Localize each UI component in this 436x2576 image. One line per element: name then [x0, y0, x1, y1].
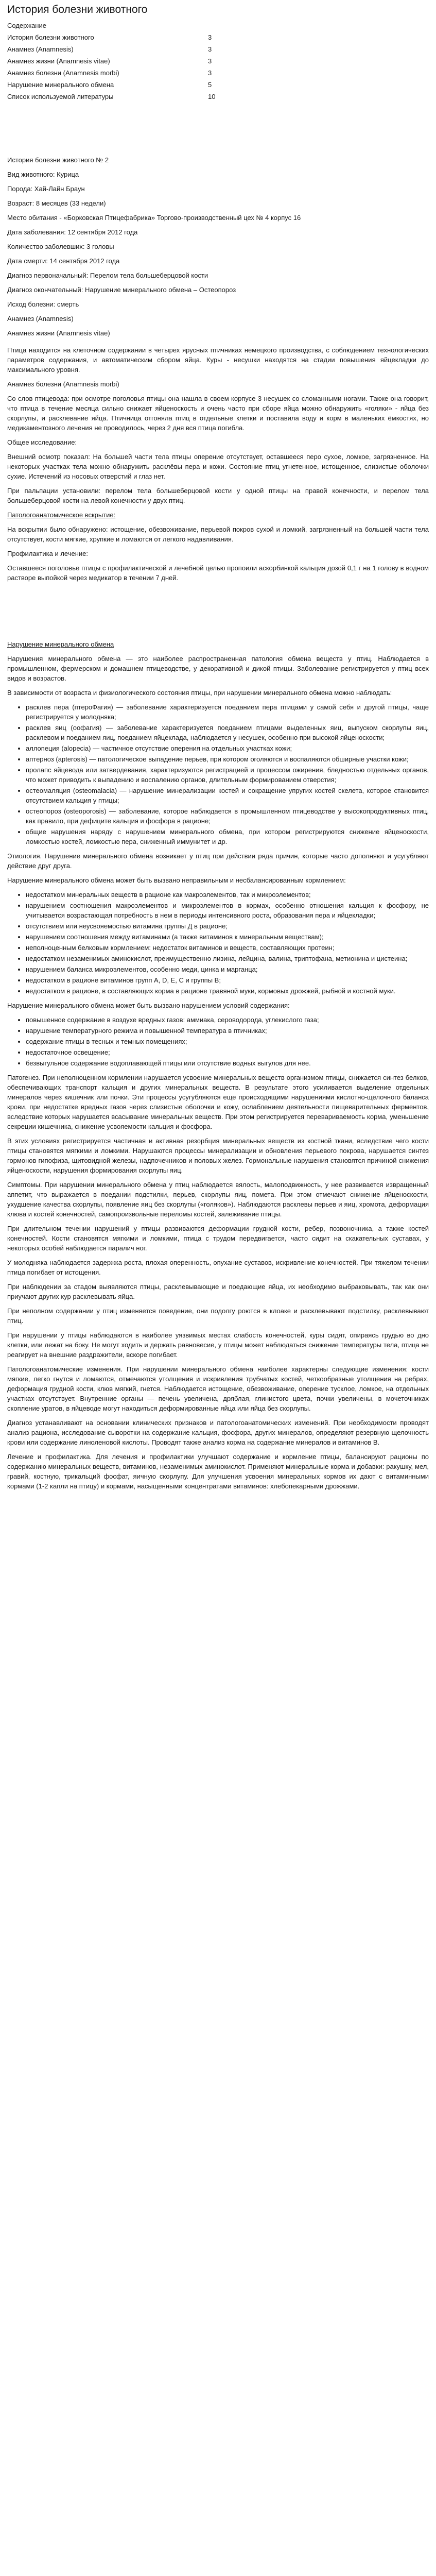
toc-entry-label[interactable]: Анамнез (Anamnesis) [7, 45, 74, 53]
list-item: • содержание птицы в тесных и темных помещениях; [26, 1037, 429, 1046]
list-item: • аптерноз (apterosis) — патологическое выпадение перьев, при котором оголяются и воспаляются обширные участки кожи; [26, 754, 429, 764]
toc-row[interactable] [7, 79, 295, 91]
paragraph: Нарушения минерального обмена — это наиболее распространенная патология обмена веществ у птиц. Наблюдается в промышленном, фермерском и домашнем птицеводстве, у декоративной и дикой птицы. Заболевание регистрируется у птиц всех видов и возрастов. [7, 655, 429, 682]
toc-row[interactable] [7, 43, 295, 55]
section-heading: Анамнез болезни (Anamnesis morbi) [7, 380, 119, 388]
paragraph: Патогенез. При неполноценном кормлении нарушается усвоение минеральных веществ организмом птицы, снижается синтез белков, обеспечивающих транспорт кальция и других минеральных веществ. В результате этого усиливается выделение отдельных минералов через кишечник или почки. Эти процессы усугубляются еще происходящими нарушениями кислотно-щелочного баланса крови, при недостатке вредных газов через слизистые оболочки и кожу, ослаблением деятельности пищеварительных ферментов, вследствие которых нарушается всасывание минеральных веществ. При этом регистрируется перевариваемость корма, уменьшение секреции кишечника, снижение усвояемости кальция и фосфора. [7, 1074, 429, 1130]
paragraph: Оставшееся поголовье птицы с профилактической и лечебной целью пропоили аскорбинкой кальция дозой 0,1 г на 1 голову в водном растворе выпойкой через медикатор в течении 7 дней. [7, 564, 429, 582]
record-initial-diagnosis: Диагноз первоначальный: Перелом тела большеберцовой кости [7, 272, 208, 279]
paragraph: При неполном содержании у птиц изменяется поведение, они подолгу роются в клоаке и расклевывают подстилку, расклевывают птиц. [7, 1307, 429, 1325]
section-heading: Общее исследование: [7, 438, 77, 446]
paragraph: Диагноз устанавливают на основании клинических признаков и патологоанатомических изменений. При необходимости проводят анализ рациона, исследование сыворотки на содержание кальция, фосфора, других минералов, определяют резервную щелочность крови или содержание линоленовой кислоты. Проводят также анализ корма на содержание минералов и витаминов В. [7, 1419, 429, 1446]
list-item: • недостатком незаменимых аминокислот, преимущественно лизина, лейцина, валина, триптофана, метионина и цистеина; [26, 954, 429, 963]
toc-table [7, 31, 295, 103]
list-item: • нарушением баланса микроэлементов, особенно меди, цинка и марганца; [26, 964, 429, 974]
paragraph: Нарушение минерального обмена может быть вызвано неправильным и несбалансированным кормлением: [7, 876, 346, 884]
list-item: • нарушением соотношения макроэлементов и микроэлементов в кормах, особенно отношения кальция к фосфору, не учитывается возрастающая потребность в нем в периоды интенсивного роста, образования пера и яйцекладки; [26, 901, 429, 920]
toc-heading: Содержание [7, 22, 46, 29]
toc-row[interactable] [7, 91, 295, 103]
toc-row[interactable] [7, 67, 295, 79]
record-age: Возраст: 8 месяцев (33 недели) [7, 199, 106, 207]
document-title: История болезни животного [7, 4, 148, 15]
toc-entry-page: 3 [208, 33, 212, 41]
toc-entry-label[interactable]: Анамнез болезни (Anamnesis morbi) [7, 69, 119, 77]
paragraph: Нарушение минерального обмена может быть вызвано нарушением условий содержания: [7, 1002, 290, 1009]
paragraph: Патологоанатомические изменения. При нарушении минерального обмена наиболее характерны следующие изменения: кости мягкие, легко гнутся и ломаются, отмечаются утолщения и искривления трубчатых костей, четкообразные утолщения на ребрах, деформация грудной кости, клюв мягкий, гнется. Наблюдается истощение, обезвоживание, оперение тусклое, ломкое, на отдельных участках отсутствует. Внутренние органы — печень увеличена, дряблая, глинистого цвета, почки увеличены, в мочеточниках скопление уратов, в яйцеводе могут находиться деформированные яйца или яйца без скорлупы. [7, 1365, 429, 1412]
forms-list [7, 702, 429, 846]
list-item: • повышенное содержание в воздухе вредных газов: аммиака, сероводорода, углекислого газа; [26, 1015, 429, 1025]
list-item: • расклев яиц (оофагия) — заболевание характеризуется поеданием птицами выделенных яиц, выпуском скорлупы яиц, расклевом и поеданием яиц, поеданием яйцеклада, наблюдается у несушек, особенно при высокой яйценоскости; [26, 723, 429, 742]
list-item: • пролапс яйцевода или затвердевания, характеризуются регистрацией и процессом ожирения, бледностью отдельных органов, что может приводить к выпадению и воспалению органов, длительным формированием отверстия; [26, 765, 429, 785]
table-of-contents [7, 21, 429, 103]
list-item: • общие нарушения наряду с нарушением минерального обмена, при котором регистрируются снижение яйценоскости, ломкостью костей, ломкостью пера, сниженный иммунитет и др. [26, 827, 429, 846]
list-item: • аллопеция (alopecia) — частичное отсутствие оперения на отдельных участках кожи; [26, 743, 429, 753]
toc-entry-page: 10 [208, 93, 216, 100]
case-record [7, 155, 429, 338]
paragraph: Этиология. Нарушение минерального обмена возникает у птиц при действии ряда причин, которые часто дополняют и усугубляют действие друг друга. [7, 852, 429, 870]
section-heading-mineral: Нарушение минерального обмена [7, 640, 114, 648]
toc-entry-label[interactable]: Список используемой литературы [7, 93, 114, 100]
list-item: • безвыгульное содержание водоплавающей птицы или отсутствие водных выгулов для нее. [26, 1058, 429, 1068]
mineral-metabolism-section [7, 639, 429, 1491]
paragraph: В зависимости от возраста и физиологического состояния птицы, при нарушении минерального обмена можно наблюдать: [7, 689, 392, 697]
list-item: • остеомаляция (osteomalacia) — нарушение минерализации костей и сокращение упругих костей скелета, которое становится отсутствием кальция у птицы; [26, 786, 429, 805]
section-heading: Патологоанатомическое вскрытие: [7, 511, 116, 519]
paragraph: В этих условиях регистрируется частичная и активная резорбция минеральных веществ из костной ткани, вследствие чего кости птицы становятся мягкими и ломкими. Нарушаются процессы минерализации и обновления перьевого покрова, нарушается синтез гормонов гипофиза, щитовидной железы, надпочечников и половых желез. Гормональные нарушения становятся причиной снижения яйценоскости, нарушения формирования скорлупы яиц. [7, 1137, 429, 1174]
toc-entry-page: 3 [208, 45, 212, 53]
anamnesis-section [7, 345, 429, 583]
record-death-date: Дата смерти: 14 сентября 2012 года [7, 257, 120, 265]
list-item: • нарушение температурного режима и повышенной температура в птичниках; [26, 1026, 429, 1036]
record-origin: Место обитания - «Борковская Птицефабрика» Торгово-производственный цех № 4 корпус 16 [7, 214, 301, 222]
paragraph: Внешний осмотр показал: На большей части тела птицы оперение отсутствует, оставшееся перо сухое, ломкое, загрязненное. На некоторых участках тела можно обнаружить расклёвы пера и кожи. Состояние птиц угнетенное, истощенное, слизистые оболочки сухие. Истечений из носовых отверстий и глаз нет. [7, 453, 429, 480]
toc-entry-label[interactable]: Анамнез жизни (Anamnesis vitae) [7, 57, 110, 65]
record-illness-date: Дата заболевания: 12 сентября 2012 года [7, 228, 138, 236]
list-item: • отсутствием или неусвояемостью витамина группы Д в рационе; [26, 921, 429, 931]
list-item: • недостатком в рационе витаминов групп А, D, E, C и группы B; [26, 975, 429, 985]
section-heading-anamnesis-vitae: Анамнез жизни (Anamnesis vitae) [7, 329, 110, 337]
toc-entry-label[interactable]: Нарушение минерального обмена [7, 81, 114, 89]
paragraph: На вскрытии было обнаружено: истощение, обезвоживание, перьевой покров сухой и ломкий, загрязненный на большей части тела отсутствует, кости мягкие, хрупкие и ломаются от легкого надавливания. [7, 526, 429, 543]
paragraph: Симптомы. При нарушении минерального обмена у птиц наблюдается вялость, малоподвижность, у нее развивается извращенный аппетит, что выражается в поедании подстилки, перьев, скорлупы яиц, пометa. При этом отмечают снижение яйценоскости, ухудшение качества скорлупы, появление яиц без скорлупы («голяков»). Наблюдаются расклевы перьев и яиц, хромота, деформация клюва и костей конечностей, самопроизвольные переломы костей, залеживание птицы. [7, 1181, 429, 1218]
paragraph: У молодняка наблюдается задержка роста, плохая оперенность, опухание суставов, искривление конечностей. При тяжелом течении птица погибает от истощения. [7, 1259, 429, 1276]
paragraph: При нарушении у птицы наблюдаются в наиболее уязвимых местах слабость конечностей, куры сидят, опираясь грудью во дно клетки, или лежат на боку. Не могут ходить и держать равновесие, у птицы может наблюдаться снижение температуры тела, птица не реагирует на внешние раздражители, вскоре погибает. [7, 1331, 429, 1359]
conditions-list [7, 1015, 429, 1068]
toc-entry-page: 5 [208, 81, 212, 89]
page-gap [7, 590, 429, 639]
record-final-diagnosis: Диагноз окончательный: Нарушение минерального обмена – Остеопороз [7, 286, 236, 294]
toc-row[interactable] [7, 55, 295, 67]
paragraph: Птица находится на клеточном содержании в четырех ярусных птичниках немецкого производства, с соблюдением технологических параметров содержания, и автоматическим сбором яйца. Куры - несушки находятся на стадии повышения яйцекладки до максимального уровня. [7, 346, 429, 374]
section-heading-anamnesis: Анамнез (Anamnesis) [7, 315, 74, 323]
toc-entry-label[interactable]: История болезни животного [7, 33, 94, 41]
paragraph: При длительном течении нарушений у птицы развиваются деформации грудной кости, ребер, позвоночника, а также костей конечностей. Кости становятся мягкими и ломкими, птица с трудом передвигается, часто сидит на скакательных суставах, у некоторых особей наблюдается паралич ног. [7, 1225, 429, 1252]
section-heading: Профилактика и лечение: [7, 550, 88, 557]
record-breed: Порода: Хай-Лайн Браун [7, 185, 85, 193]
paragraph: Лечение и профилактика. Для лечения и профилактики улучшают содержание и кормление птицы, балансируют рационы по содержанию минеральных веществ, витаминов, незаменимых аминокислот. Применяют минеральные корма и добавки: ракушку, мел, гравий, костную, трикальций фосфат, яичную скорлупу. Для улучшения усвоения минеральных кормов их дают с витаминными кормами (1-2 капли на птицу) и кормами, насыщенными концентратами витаминов: хлебопекарными дрожжами. [7, 1453, 429, 1490]
toc-entry-page: 3 [208, 69, 212, 77]
record-count: Количество заболевших: 3 головы [7, 243, 114, 250]
page-gap [7, 106, 429, 155]
toc-entry-page: 3 [208, 57, 212, 65]
list-item: • остеопороз (osteoporosis) — заболевание, которое наблюдается в промышленном птицеводстве у высокопродуктивных птиц, как правило, при дефиците кальция и фосфора в рационе; [26, 806, 429, 826]
list-item: • нарушением соотношения между витаминами (а также витаминов к минеральным веществам); [26, 932, 429, 942]
toc-row[interactable] [7, 31, 295, 43]
record-species: Вид животного: Курица [7, 171, 79, 178]
list-item: • расклев пера (птероФагия) — заболевание характеризуется поеданием пера птицами у самой себя и другой птицы, чаще регистрируется у молоднякa; [26, 702, 429, 722]
list-item: • недостатком минеральных веществ в рационе как макроэлементов, так и микроэлементов; [26, 890, 429, 900]
paragraph: При пальпации установили: перелом тела большеберцовой кости у одной птицы на правой конечности, и перелом тела большеберцовой кости на левой конечности у двух птиц. [7, 487, 429, 504]
record-outcome: Исход болезни: смерть [7, 300, 79, 308]
record-header: История болезни животного № 2 [7, 156, 109, 164]
list-item: • недостаточное освещение; [26, 1047, 429, 1057]
paragraph: При наблюдении за стадом выявляются птицы, расклевывающие и поедающие яйца, их необходимо выбраковывать, так как они приучают других кур расклевывать яйца. [7, 1283, 429, 1300]
list-item: • недостатком в рационе, в составляющих корма в рационе травяной муки, кормовых дрожжей, рыбной и костной муки. [26, 986, 429, 996]
list-item: • неполноценным белковым кормлением: недостаток витаминов и веществ, составляющих протеин; [26, 943, 429, 953]
paragraph: Со слов птицевода: при осмотре поголовья птицы она нашла в своем корпусе 3 несушек со сломанными ногами. Также она говорит, что птица в течение месяца сильно снижает яйценоскость и очень часто при сборе яйца можно обнаружить «голяки» - яйца без скорлупы, и расклевание яйца. Птичница отгоняла птиц в отдельные клетки и поставила воду и корм в маленьких ёмкостях, но медикаментозного лечения не проводилось, через 2 дня вся птица погибла. [7, 395, 429, 432]
causes-list [7, 890, 429, 996]
